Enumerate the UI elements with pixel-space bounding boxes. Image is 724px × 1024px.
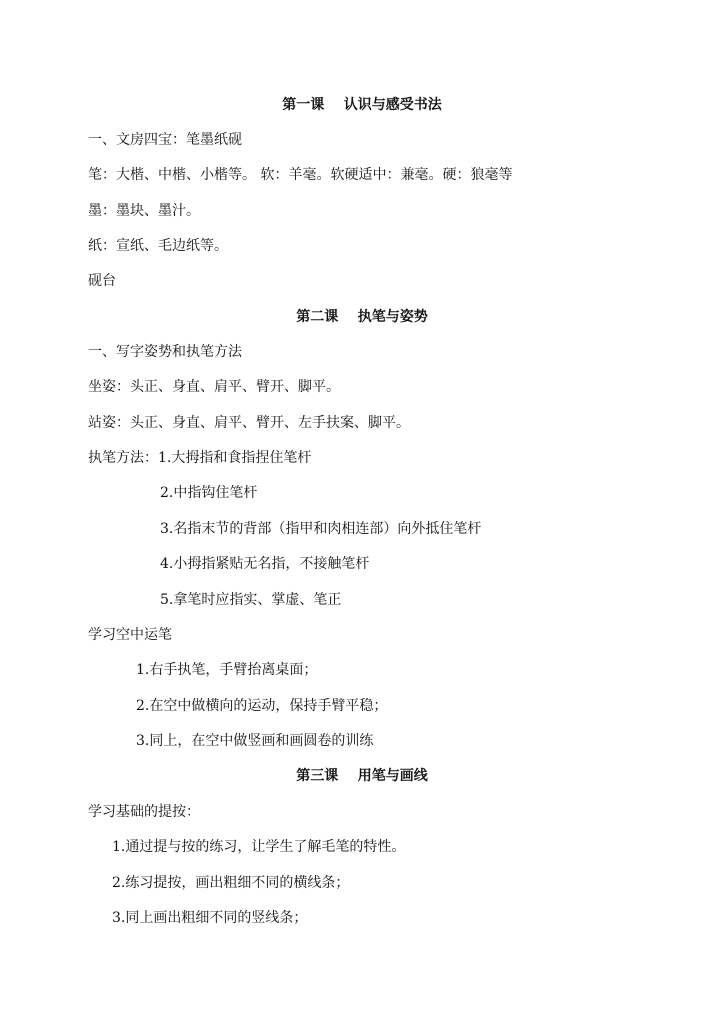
lesson-3-line-1: 学习基础的提按： <box>88 804 200 820</box>
lesson-2-line-2: 坐姿：头正、身直、肩平、臂开、脚平。 <box>88 379 340 395</box>
lesson-2-title: 第二课 执笔与姿势 <box>296 309 428 325</box>
lesson-2-line-8: 5.拿笔时应指实、掌虚、笔正 <box>160 592 342 608</box>
lesson-2-line-3: 站姿：头正、身直、肩平、臂开、左手扶案、脚平。 <box>88 415 410 431</box>
lesson-2-line-7: 4.小拇指紧贴无名指，不接触笔杆 <box>160 556 370 572</box>
lesson-1-title: 第一课 认识与感受书法 <box>282 97 442 113</box>
lesson-2-line-10: 1.右手执笔，手臂抬离桌面； <box>136 662 318 678</box>
lesson-2-line-12: 3.同上，在空中做竖画和画圆卷的训练 <box>136 733 374 749</box>
lesson-2-line-4: 执笔方法：1.大拇指和食指捏住笔杆 <box>88 450 312 466</box>
lesson-2-line-11: 2.在空中做横向的运动，保持手臂平稳； <box>136 698 388 714</box>
lesson-2-line-1: 一、写字姿势和执笔方法 <box>88 344 242 360</box>
lesson-2-line-5: 2.中指钩住笔杆 <box>160 485 258 501</box>
lesson-2-line-9: 学习空中运笔 <box>88 627 172 643</box>
lesson-3-line-2: 1.通过提与按的练习，让学生了解毛笔的特性。 <box>112 839 406 855</box>
lesson-1-line-2: 笔：大楷、中楷、小楷等。 软：羊毫。软硬适中：兼毫。硬：狼毫等 <box>88 167 513 183</box>
lesson-1-line-1: 一、文房四宝：笔墨纸砚 <box>88 132 242 148</box>
lesson-3-line-3: 2.练习提按，画出粗细不同的横线条； <box>112 875 350 891</box>
lesson-2-line-6: 3.名指末节的背部（指甲和肉相连部）向外抵住笔杆 <box>160 521 482 537</box>
lesson-3-title: 第三课 用笔与画线 <box>296 768 428 784</box>
lesson-3-line-4: 3.同上画出粗细不同的竖线条； <box>112 910 308 926</box>
lesson-1-line-5: 砚台 <box>88 273 116 289</box>
lesson-1-line-3: 墨：墨块、墨汁。 <box>88 203 200 219</box>
lesson-1-line-4: 纸：宣纸、毛边纸等。 <box>88 238 228 254</box>
